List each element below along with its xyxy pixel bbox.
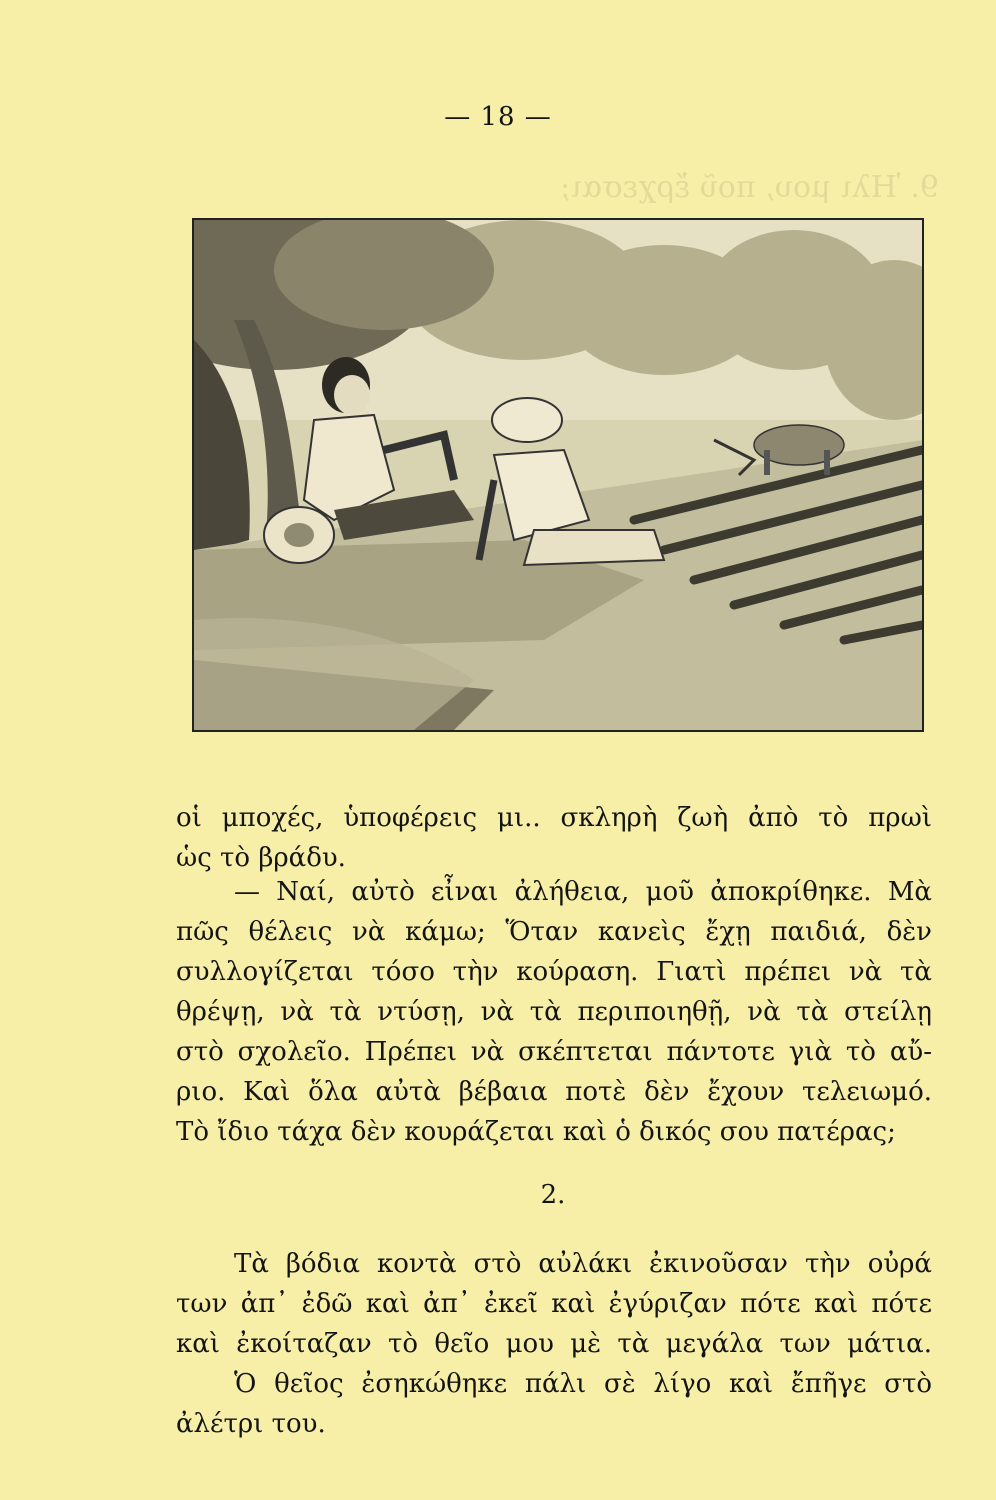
text-line: θρέψῃ, νὰ τὰ ντύσῃ, νὰ τὰ περιποιηθῇ, νὰ τὰ στείλῃ [176, 997, 932, 1027]
illustration [192, 218, 924, 732]
text-line: συλλογίζεται τόσο τὴν κούραση. Γιατὶ πρέπει νὰ τὰ [176, 957, 932, 987]
text-line: — Ναί, αὐτὸ εἶναι ἀλήθεια, μοῦ ἀποκρίθηκε. Μὰ [234, 877, 932, 907]
farm-scene-drawing [194, 220, 922, 730]
page-number: — 18 — [444, 102, 552, 132]
text-line: ριο. Καὶ ὅλα αὐτὰ βέβαια ποτὲ δὲν ἔχουν τελειωμό. [176, 1077, 932, 1107]
text-line: καὶ ἐκοίταζαν τὸ θεῖο μου μὲ τὰ μεγάλα των μάτια. [176, 1329, 932, 1359]
text-line: πῶς θέλεις νὰ κάμω; Ὅταν κανεὶς ἔχῃ παιδιά, δὲν [176, 917, 932, 947]
bleed-through-title: 9. Ἠλι μου, ποῦ ἔρχεσαι; [560, 170, 939, 205]
text-line: Τὸ ἴδιο τάχα δὲν κουράζεται καὶ ὁ δικός σου πατέρας; [176, 1117, 896, 1147]
section-number: 2. [540, 1180, 566, 1210]
text-line: Ὁ θεῖος ἐσηκώθηκε πάλι σὲ λίγο καὶ ἔπῆγε στὸ [234, 1369, 932, 1399]
text-line: Τὰ βόδια κοντὰ στὸ αὐλάκι ἐκινοῦσαν τὴν οὐρά [234, 1249, 932, 1279]
paragraph-1 [176, 798, 932, 878]
text-line: οἱ μποχές, ὑποφέρεις μι.. σκληρὴ ζωὴ ἀπὸ τὸ πρωὶ [176, 803, 932, 833]
text-line: στὸ σχολεῖο. Πρέπει νὰ σκέπτεται πάντοτε γιὰ τὸ αὔ- [176, 1037, 932, 1067]
text-line: ὡς τὸ βράδυ. [176, 843, 346, 873]
text-line: ἀλέτρι του. [176, 1409, 326, 1439]
text-line: των ἀπ᾽ ἐδῶ καὶ ἀπ᾽ ἐκεῖ καὶ ἐγύριζαν πότε καὶ πότε [176, 1289, 932, 1319]
paragraph-2 [176, 872, 932, 1152]
paragraph-3 [176, 1244, 932, 1444]
